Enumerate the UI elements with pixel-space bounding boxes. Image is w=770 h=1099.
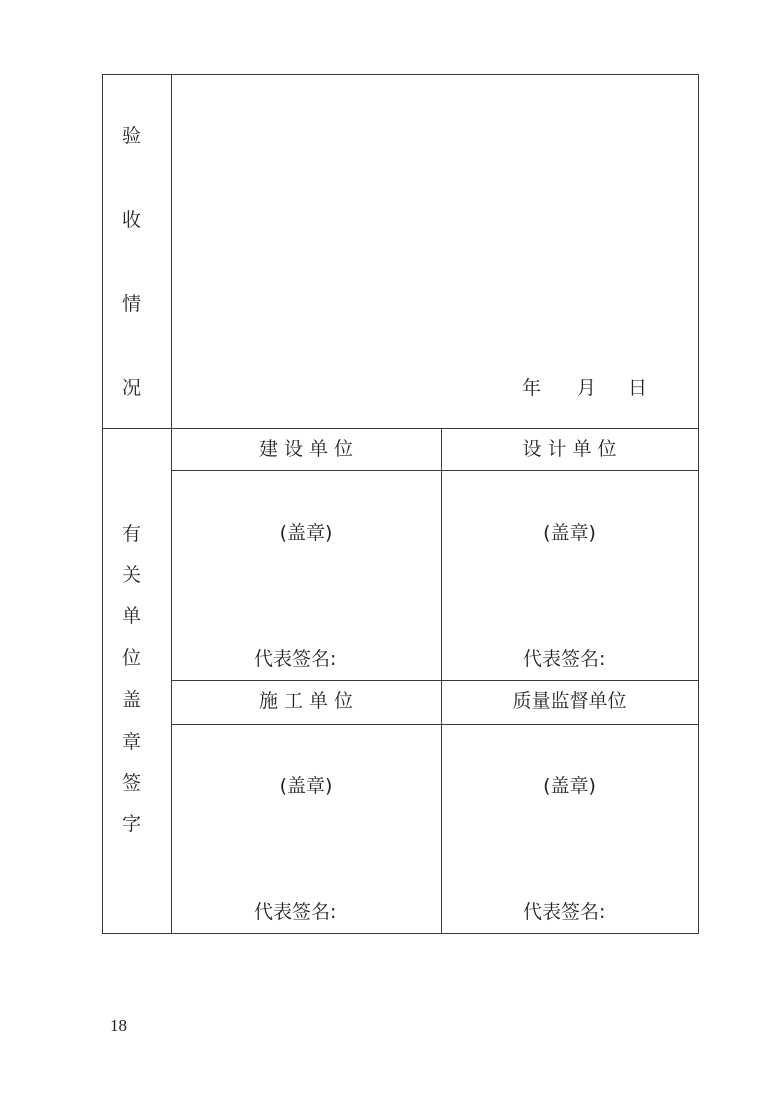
units-label-char: 单 (122, 605, 142, 627)
contractor-unit-seal: (盖章) (279, 775, 333, 797)
table-border-left (102, 74, 103, 934)
acceptance-label-char: 验 (122, 125, 142, 147)
units-label-char: 字 (122, 813, 142, 835)
acceptance-label-char: 收 (122, 209, 142, 231)
acceptance-label-char: 情 (122, 293, 142, 315)
construction-unit-seal: (盖章) (279, 522, 333, 544)
units-label-char: 有 (122, 523, 142, 545)
page-number: 18 (110, 1016, 127, 1035)
table-border-right (698, 74, 699, 934)
units-label-char: 关 (122, 564, 142, 586)
design-unit-seal: (盖章) (543, 522, 596, 544)
header-row-divider-1 (171, 470, 699, 471)
supervision-unit-title: 质量监督单位 (512, 690, 627, 712)
section-divider (102, 428, 699, 429)
table-border-bottom (102, 933, 699, 934)
units-label-char: 章 (122, 731, 142, 753)
construction-unit-title: 建 设 单 位 (258, 438, 354, 460)
acceptance-label-char: 况 (122, 377, 142, 399)
contractor-unit-signature: 代表签名: (254, 901, 337, 923)
contractor-unit-title: 施 工 单 位 (258, 690, 354, 712)
date-month: 月 (577, 377, 597, 399)
date-day: 日 (628, 377, 648, 399)
construction-unit-signature: 代表签名: (254, 648, 337, 670)
units-label-char: 位 (122, 647, 142, 669)
supervision-unit-signature: 代表签名: (523, 901, 606, 923)
units-label-char: 签 (122, 772, 142, 794)
label-column-divider (171, 74, 172, 934)
table-border-top (102, 74, 699, 75)
units-column-divider (441, 428, 442, 934)
supervision-unit-seal: (盖章) (543, 775, 596, 797)
units-row-divider (171, 680, 699, 681)
date-year: 年 (522, 377, 542, 399)
design-unit-signature: 代表签名: (523, 648, 606, 670)
units-label-char: 盖 (122, 689, 142, 711)
header-row-divider-2 (171, 724, 699, 725)
design-unit-title: 设 计 单 位 (522, 438, 617, 460)
